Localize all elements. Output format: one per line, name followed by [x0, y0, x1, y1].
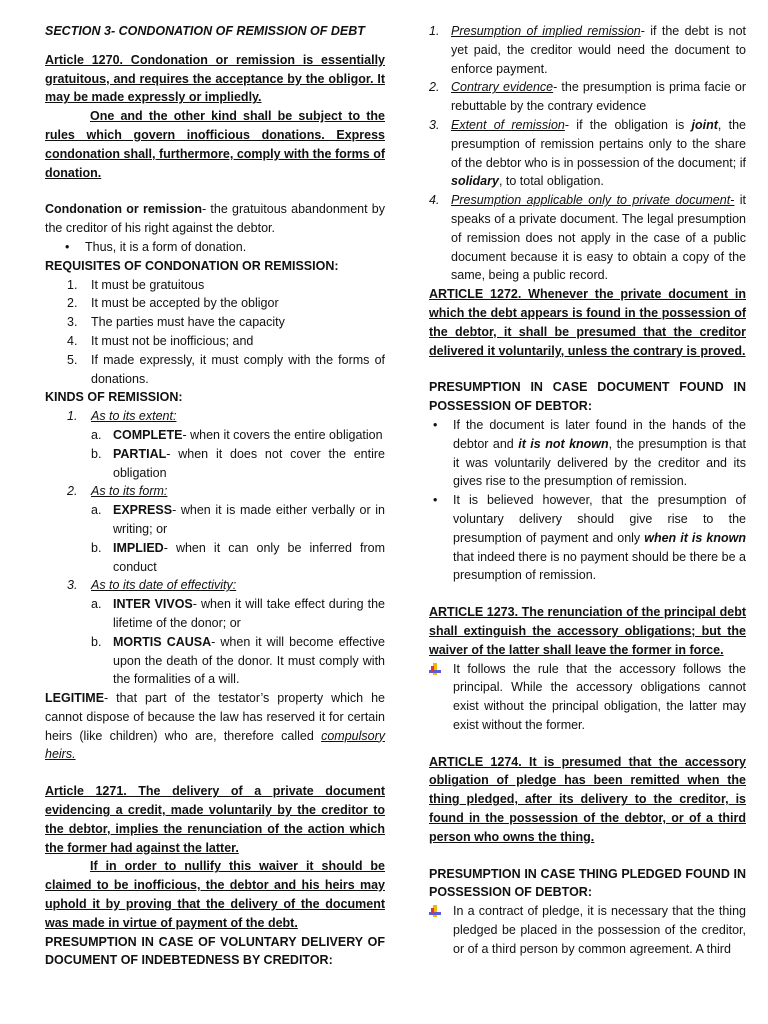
list-item: b. MORTIS CAUSA- when it will become effective upon the death of the donor. It must comply with the formalities of a will.	[91, 634, 385, 687]
list-item: 3. The parties must have the capacity	[67, 315, 285, 330]
list-item: 2. As to its form:	[67, 484, 168, 499]
pledge-heading: PRESUMPTION IN CASE THING PLEDGED FOUND IN POSSESSION OF DEBTOR:	[429, 866, 746, 900]
presumption-heading: PRESUMPTION IN CASE OF VOLUNTARY DELIVERY OF DOCUMENT OF INDEBTEDNESS BY CREDITOR:	[45, 934, 385, 968]
definition-term: Condonation or remission	[45, 202, 203, 217]
article-1270-paragraph-2: One and the other kind shall be subject to the rules which govern inofficious donations. Express condonation shall, furthermore, comply with the forms of donation.	[45, 109, 385, 180]
left-column	[45, 22, 385, 970]
list-item: 2. Contrary evidence- the presumption is prima facie or rebuttable by the contrary evidence	[429, 80, 746, 114]
section-title: SECTION 3- CONDONATION OF REMISSION OF DEBT	[45, 24, 365, 38]
kinds-heading: KINDS OF REMISSION:	[45, 390, 183, 405]
arrow-bullet-icon	[429, 905, 441, 917]
list-item: 4. It must not be inofficious; and	[67, 333, 254, 348]
legitime-definition: LEGITIME- that part of the testator’s property which he cannot dispose of because the law has reserved it for certain heirs (like children) who are, therefore called compulsory heirs.	[45, 691, 385, 762]
article-1270: Article 1270. Condonation or remission is essentially gratuitous, and requires the acceptance by the obligor. It may be made expressly or impliedly.	[45, 52, 385, 105]
right-column	[429, 22, 746, 959]
article-1273: ARTICLE 1273. The renunciation of the principal debt shall extinguish the accessory obligations; but the waiver of the latter shall leave the former in force.	[429, 605, 746, 657]
list-item: 3. As to its date of effectivity:	[67, 578, 237, 593]
arrow-bullet-icon	[429, 663, 441, 675]
list-item: • Thus, it is a form of donation.	[65, 239, 247, 254]
requisites-heading: REQUISITES OF CONDONATION OR REMISSION:	[45, 258, 339, 273]
list-item: In a contract of pledge, it is necessary that the thing pledged be placed in the possession of the creditor, or of a third person by common agreement. A third	[429, 902, 746, 958]
list-item: b. IMPLIED- when it can only be inferred from conduct	[91, 540, 385, 574]
document-found-list	[429, 416, 746, 585]
list-item: 4. Presumption applicable only to private document- it speaks of a private document. The legal presumption of remission does not apply in the case of a public document because it is easy to obtain a copy of the same, being a public record.	[429, 193, 746, 283]
list-item: a. INTER VIVOS- when it will take effect during the lifetime of the donor; or	[91, 597, 385, 630]
list-item: 3. Extent of remission- if the obligation is joint, the presumption of remission pertains only to the share of the debtor who is in possession of the document; if solidary, to total obligation.	[429, 117, 746, 189]
article-1271: Article 1271. The delivery of a private document evidencing a credit, made voluntarily by the creditor to the debtor, implies the renunciation of the action which the former had against the latter.	[45, 784, 385, 855]
definition-text: - the gratuitous abandonment by the creditor of his right against the debtor.	[45, 202, 385, 236]
list-item: 5. If made expressly, it must comply with the forms of donations.	[67, 352, 385, 386]
document-found-heading: PRESUMPTION IN CASE DOCUMENT FOUND IN POSSESSION OF DEBTOR:	[429, 380, 746, 414]
list-item: • If the document is later found in the hands of the debtor and it is not known, the presumption is that it was voluntarily delivered by the creditor and its gives rise to the presumption of remission.	[433, 417, 747, 489]
list-item: • It is believed however, that the presumption of voluntary delivery should give rise to the presumption of payment and only when it is known that indeed there is no payment should be there be a presumption of remission.	[433, 493, 746, 583]
article-1271-paragraph-2: If in order to nullify this waiver it should be claimed to be inofficious, the debtor and his heirs may uphold it by proving that the delivery of the document was made in virtue of payment of the debt.	[45, 859, 385, 930]
article-1274: ARTICLE 1274. It is presumed that the accessory obligation of pledge has been remitted when the thing pledged, after its delivery to the creditor, is found in the possession of the debtor, or of a third person who owns the thing.	[429, 754, 746, 844]
list-item: 1. Presumption of implied remission- if the debt is not yet paid, the creditor would need the document to enforce payment.	[429, 24, 746, 76]
compulsory-heirs-term: compulsory heirs.	[45, 728, 385, 762]
list-item: a. COMPLETE- when it covers the entire obligation	[91, 427, 383, 442]
list-item: 1. It must be gratuitous	[67, 277, 205, 292]
list-item: It follows the rule that the accessory follows the principal. While the accessory obligations cannot exist without the principal obligation, the latter may exist without the former.	[429, 660, 746, 735]
list-item: b. PARTIAL- when it does not cover the entire obligation	[91, 446, 385, 480]
list-item: 2. It must be accepted by the obligor	[67, 296, 279, 311]
list-item: 1. As to its extent:	[67, 409, 177, 424]
article-1272: ARTICLE 1272. Whenever the private document in which the debt appears is found in the possession of the debtor, it shall be presumed that the creditor delivered it voluntarily, unless the contrary is proved.	[429, 287, 746, 358]
definition	[45, 200, 385, 238]
requisites-list	[45, 276, 385, 389]
presumption-list	[429, 22, 746, 285]
list-item: a. EXPRESS- when it is made either verbally or in writing; or	[91, 503, 385, 536]
